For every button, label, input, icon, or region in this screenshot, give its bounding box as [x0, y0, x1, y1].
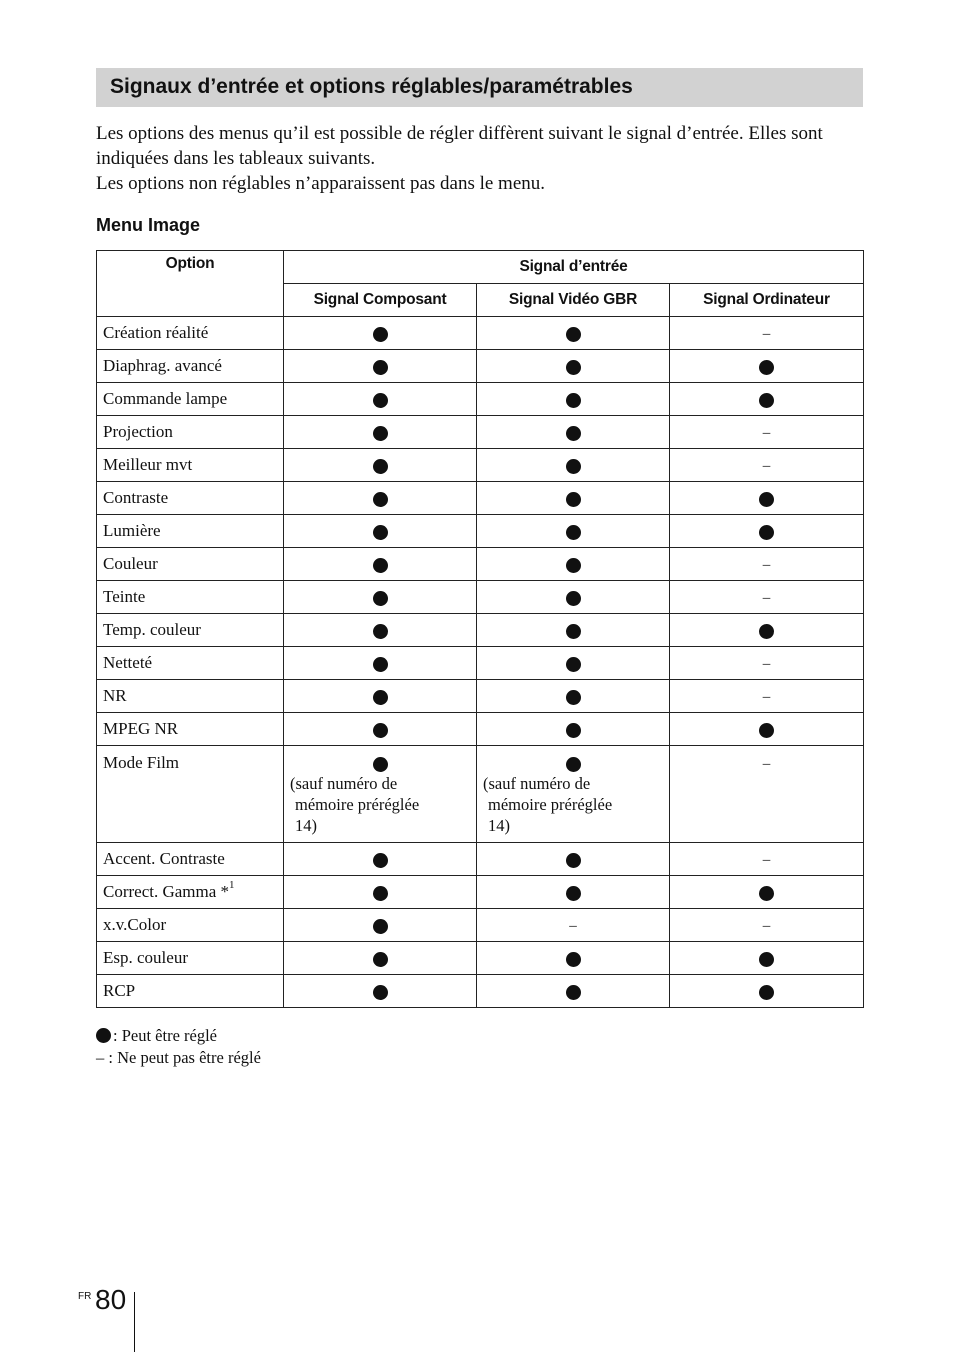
value-cell — [284, 909, 477, 942]
value-cell — [284, 317, 477, 350]
value-cell — [284, 614, 477, 647]
table-row — [97, 350, 864, 383]
value-cell — [670, 449, 864, 482]
table-row — [97, 843, 864, 876]
intro-paragraph-1: Les options des menus qu’il est possible de régler diffèrent suivant le signal d’entrée. Elles sont indiquées dans les tableaux suivants. — [96, 123, 823, 169]
filled-circle-icon — [759, 985, 774, 1000]
filled-circle-icon — [96, 1028, 111, 1043]
value-cell — [477, 843, 670, 876]
value-cell — [477, 713, 670, 746]
option-name — [97, 581, 284, 614]
intro-text — [96, 121, 866, 196]
value-cell — [477, 482, 670, 515]
value-cell — [284, 548, 477, 581]
value-cell — [477, 449, 670, 482]
table-row — [97, 383, 864, 416]
menu-title: Menu Image — [96, 215, 201, 235]
option-name — [97, 746, 284, 843]
option-name — [97, 680, 284, 713]
filled-circle-icon — [566, 525, 581, 540]
filled-circle-icon — [373, 393, 388, 408]
dash-symbol: – — [569, 918, 577, 934]
filled-circle-icon — [373, 952, 388, 967]
cell-symbol-line — [284, 753, 476, 772]
value-cell — [477, 975, 670, 1008]
filled-circle-icon — [759, 723, 774, 738]
filled-circle-icon — [566, 492, 581, 507]
value-cell — [284, 876, 477, 909]
table-row — [97, 713, 864, 746]
filled-circle-icon — [759, 886, 774, 901]
value-cell — [284, 975, 477, 1008]
table-row — [97, 909, 864, 942]
filled-circle-icon — [373, 985, 388, 1000]
option-name — [97, 317, 284, 350]
option-name — [97, 383, 284, 416]
option-label: Correct. Gamma * — [103, 882, 230, 901]
header-signal-video-gbr: Signal Vidéo GBR — [477, 284, 670, 317]
value-cell — [670, 680, 864, 713]
option-label: Diaphrag. avancé — [103, 356, 222, 375]
filled-circle-icon — [759, 360, 774, 375]
dash-symbol: – — [762, 458, 771, 474]
filled-circle-icon — [373, 426, 388, 441]
value-cell — [477, 383, 670, 416]
dash-symbol: – — [762, 689, 771, 705]
table-row — [97, 680, 864, 713]
option-name — [97, 942, 284, 975]
header-option: Option — [97, 251, 284, 317]
table-row — [97, 746, 864, 843]
value-cell — [670, 614, 864, 647]
option-label: Accent. Contraste — [103, 849, 225, 868]
value-cell — [670, 909, 864, 942]
header-signal-composant: Signal Composant — [284, 284, 477, 317]
value-cell — [284, 843, 477, 876]
filled-circle-icon — [566, 591, 581, 606]
legend-dot-text: : Peut être réglé — [113, 1026, 217, 1045]
header-signal-entree: Signal d’entrée — [284, 251, 864, 284]
value-cell — [477, 876, 670, 909]
option-name — [97, 876, 284, 909]
table-row — [97, 317, 864, 350]
option-label: NR — [103, 686, 127, 705]
filled-circle-icon — [373, 591, 388, 606]
option-name — [97, 482, 284, 515]
option-label: Contraste — [103, 488, 169, 507]
intro-paragraph-2: Les options non réglables n’apparaissent pas dans le menu. — [96, 173, 546, 194]
value-cell — [670, 317, 864, 350]
value-cell — [670, 581, 864, 614]
table-row — [97, 581, 864, 614]
filled-circle-icon — [373, 459, 388, 474]
filled-circle-icon — [373, 690, 388, 705]
option-label: Mode Film — [103, 753, 180, 772]
legend-dot-line — [96, 1025, 261, 1047]
filled-circle-icon — [566, 886, 581, 901]
option-label: Lumière — [103, 521, 161, 540]
value-cell — [670, 843, 864, 876]
option-label: Meilleur mvt — [103, 455, 193, 474]
option-name — [97, 350, 284, 383]
value-cell — [284, 942, 477, 975]
cell-note-line-2: mémoire préréglée — [295, 795, 420, 814]
option-name — [97, 548, 284, 581]
table-row — [97, 449, 864, 482]
page-language: FR — [78, 1291, 92, 1302]
option-label: Projection — [103, 422, 173, 441]
filled-circle-icon — [373, 723, 388, 738]
cell-note-line-3: 14) — [488, 816, 510, 835]
dash-symbol: – — [762, 425, 771, 441]
filled-circle-icon — [373, 757, 388, 772]
table-body — [97, 317, 864, 1008]
option-label: Commande lampe — [103, 389, 228, 408]
value-cell — [477, 680, 670, 713]
filled-circle-icon — [566, 952, 581, 967]
filled-circle-icon — [373, 624, 388, 639]
filled-circle-icon — [373, 360, 388, 375]
section-header — [96, 68, 863, 107]
filled-circle-icon — [566, 853, 581, 868]
option-label: MPEG NR — [103, 719, 179, 738]
value-cell — [477, 942, 670, 975]
option-label: RCP — [103, 981, 136, 1000]
option-name — [97, 909, 284, 942]
option-name — [97, 515, 284, 548]
section-title: Signaux d’entrée et options réglables/paramétrables — [110, 75, 633, 98]
cell-symbol-line — [670, 753, 863, 772]
option-name — [97, 647, 284, 680]
table-row — [97, 876, 864, 909]
filled-circle-icon — [566, 360, 581, 375]
dash-symbol: – — [762, 918, 771, 934]
table-row — [97, 614, 864, 647]
value-cell — [284, 416, 477, 449]
legend-dash-line: – : Ne peut pas être réglé — [96, 1048, 261, 1067]
option-name — [97, 843, 284, 876]
value-cell — [477, 548, 670, 581]
value-cell — [284, 449, 477, 482]
filled-circle-icon — [566, 690, 581, 705]
value-cell — [670, 647, 864, 680]
value-cell — [477, 909, 670, 942]
cell-note-line-2: mémoire préréglée — [488, 795, 613, 814]
option-label: Teinte — [103, 587, 146, 606]
option-name — [97, 416, 284, 449]
value-cell — [670, 350, 864, 383]
value-cell — [670, 416, 864, 449]
table-row — [97, 975, 864, 1008]
option-label: Esp. couleur — [103, 948, 188, 967]
option-label: Couleur — [103, 554, 158, 573]
filled-circle-icon — [566, 723, 581, 738]
filled-circle-icon — [373, 327, 388, 342]
page-number: 80 — [95, 1284, 127, 1315]
option-name — [97, 449, 284, 482]
header-signal-ordinateur: Signal Ordinateur — [670, 284, 864, 317]
value-cell — [477, 581, 670, 614]
option-name — [97, 713, 284, 746]
value-cell — [284, 680, 477, 713]
value-cell — [284, 383, 477, 416]
filled-circle-icon — [566, 426, 581, 441]
value-cell — [284, 515, 477, 548]
filled-circle-icon — [373, 558, 388, 573]
filled-circle-icon — [566, 757, 581, 772]
dash-symbol: – — [762, 590, 771, 606]
value-cell — [284, 647, 477, 680]
filled-circle-icon — [759, 624, 774, 639]
value-cell — [477, 614, 670, 647]
value-cell — [477, 746, 670, 843]
value-cell — [670, 548, 864, 581]
dash-symbol: – — [762, 852, 771, 868]
value-cell — [670, 746, 864, 843]
value-cell — [284, 350, 477, 383]
value-cell — [477, 350, 670, 383]
dash-symbol: – — [762, 557, 771, 573]
filled-circle-icon — [566, 985, 581, 1000]
filled-circle-icon — [373, 919, 388, 934]
filled-circle-icon — [759, 393, 774, 408]
option-name — [97, 614, 284, 647]
value-cell — [477, 317, 670, 350]
value-cell — [670, 713, 864, 746]
table-row — [97, 416, 864, 449]
value-cell — [284, 581, 477, 614]
cell-note-line-1: (sauf numéro de — [483, 774, 591, 793]
filled-circle-icon — [373, 525, 388, 540]
value-cell — [284, 713, 477, 746]
option-label: x.v.Color — [103, 915, 167, 934]
value-cell — [670, 383, 864, 416]
cell-note-line-1: (sauf numéro de — [290, 774, 398, 793]
filled-circle-icon — [373, 886, 388, 901]
value-cell — [477, 416, 670, 449]
filled-circle-icon — [566, 393, 581, 408]
options-table — [96, 250, 864, 1008]
value-cell — [670, 515, 864, 548]
table-row — [97, 647, 864, 680]
value-cell — [670, 942, 864, 975]
filled-circle-icon — [373, 853, 388, 868]
dash-symbol: – — [762, 326, 771, 342]
option-label: Netteté — [103, 653, 153, 672]
cell-note-line-3: 14) — [295, 816, 317, 835]
value-cell — [477, 647, 670, 680]
value-cell — [284, 746, 477, 843]
value-cell — [670, 482, 864, 515]
table-row — [97, 942, 864, 975]
filled-circle-icon — [373, 492, 388, 507]
legend — [96, 1025, 261, 1069]
value-cell — [477, 515, 670, 548]
filled-circle-icon — [566, 327, 581, 342]
filled-circle-icon — [759, 492, 774, 507]
option-label: Temp. couleur — [103, 620, 201, 639]
table-row — [97, 515, 864, 548]
filled-circle-icon — [566, 558, 581, 573]
filled-circle-icon — [566, 624, 581, 639]
dash-symbol: – — [762, 756, 771, 772]
table-row — [97, 548, 864, 581]
footnote-marker: 1 — [229, 879, 235, 891]
table-row — [97, 482, 864, 515]
filled-circle-icon — [566, 657, 581, 672]
value-cell — [670, 876, 864, 909]
option-label: Création réalité — [103, 323, 209, 342]
value-cell — [284, 482, 477, 515]
value-cell — [670, 975, 864, 1008]
filled-circle-icon — [566, 459, 581, 474]
filled-circle-icon — [759, 952, 774, 967]
filled-circle-icon — [759, 525, 774, 540]
cell-symbol-line — [477, 753, 669, 772]
page-rule — [134, 1292, 135, 1352]
dash-symbol: – — [762, 656, 771, 672]
option-name — [97, 975, 284, 1008]
filled-circle-icon — [373, 657, 388, 672]
